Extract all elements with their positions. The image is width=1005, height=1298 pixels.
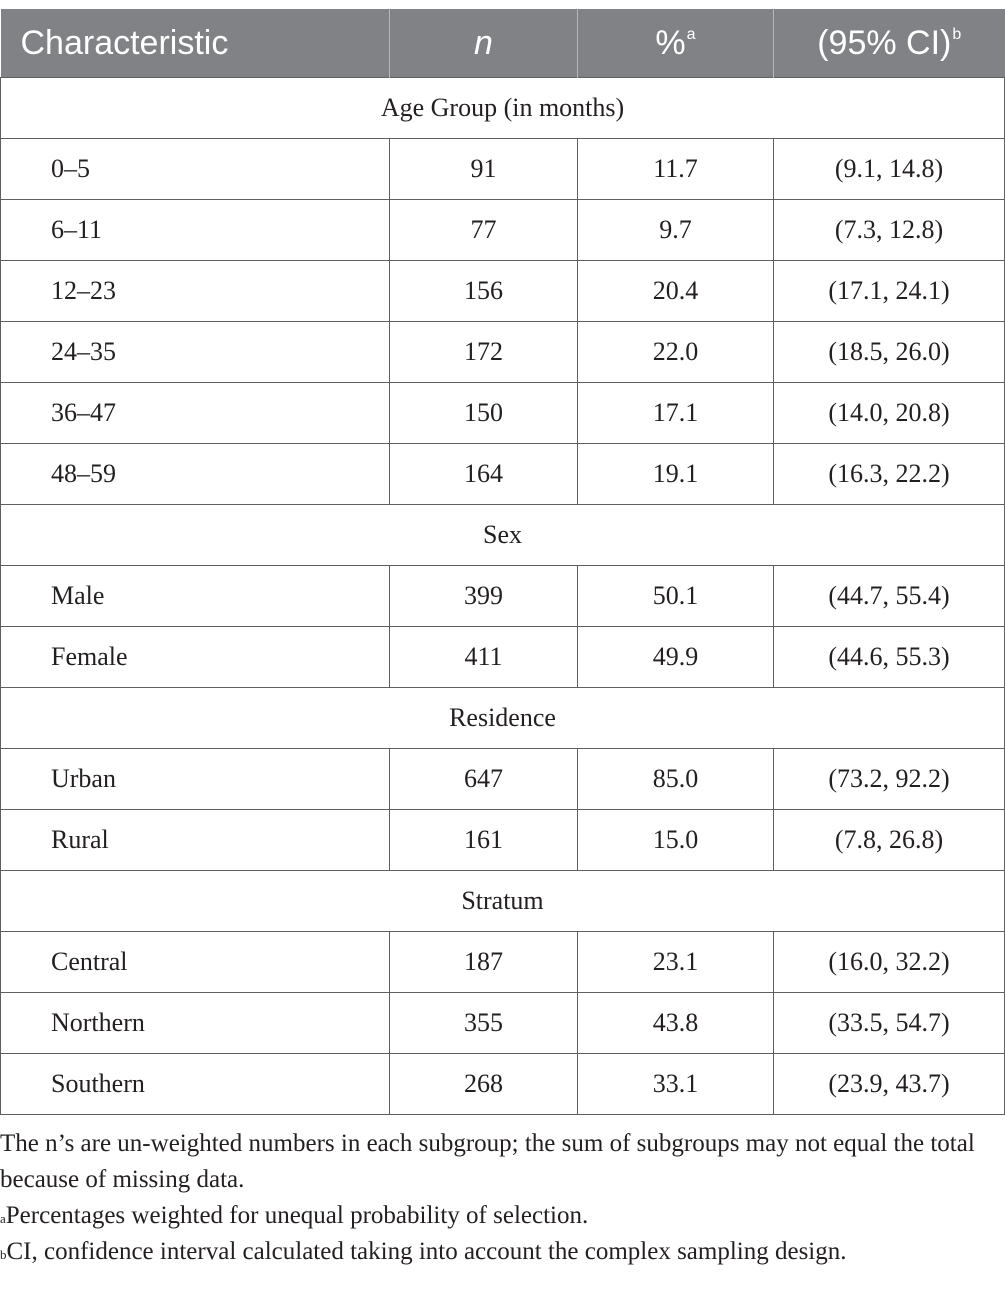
header-characteristic-label: Characteristic xyxy=(20,23,229,62)
header-n xyxy=(390,9,578,78)
table-body xyxy=(1,78,1005,1115)
row-label: Urban xyxy=(1,749,390,810)
table-row xyxy=(1,383,1005,444)
note-a xyxy=(0,1198,1004,1234)
group-title: Sex xyxy=(1,505,1005,566)
row-ci: (14.0, 20.8) xyxy=(774,383,1005,444)
row-label: Central xyxy=(1,932,390,993)
row-percent: 15.0 xyxy=(578,810,774,871)
row-label: Southern xyxy=(1,1054,390,1115)
group-header-row xyxy=(1,871,1005,932)
row-percent: 50.1 xyxy=(578,566,774,627)
row-label: 6–11 xyxy=(1,200,390,261)
table-row xyxy=(1,993,1005,1054)
table-row xyxy=(1,139,1005,200)
row-n: 77 xyxy=(390,200,578,261)
note-b-marker: b xyxy=(0,1247,7,1262)
row-ci: (7.3, 12.8) xyxy=(774,200,1005,261)
row-percent: 33.1 xyxy=(578,1054,774,1115)
row-label: 12–23 xyxy=(1,261,390,322)
table-row xyxy=(1,322,1005,383)
row-ci: (16.3, 22.2) xyxy=(774,444,1005,505)
header-ci-footnote-marker: b xyxy=(952,25,962,43)
row-percent: 43.8 xyxy=(578,993,774,1054)
row-label: Male xyxy=(1,566,390,627)
note-a-text: Percentages weighted for unequal probability of selection. xyxy=(5,1202,589,1229)
row-ci: (16.0, 32.2) xyxy=(774,932,1005,993)
table-row xyxy=(1,200,1005,261)
row-label: 36–47 xyxy=(1,383,390,444)
header-characteristic xyxy=(1,9,390,78)
row-ci: (44.7, 55.4) xyxy=(774,566,1005,627)
row-percent: 19.1 xyxy=(578,444,774,505)
note-main: The n’s are un-weighted numbers in each subgroup; the sum of subgroups may not equal the total because of missing data. xyxy=(0,1130,975,1193)
note-b-text: CI, confidence interval calculated taking into account the complex sampling design. xyxy=(6,1238,847,1265)
row-ci: (33.5, 54.7) xyxy=(774,993,1005,1054)
row-n: 355 xyxy=(390,993,578,1054)
table-row xyxy=(1,932,1005,993)
group-title: Residence xyxy=(1,688,1005,749)
row-percent: 49.9 xyxy=(578,627,774,688)
row-n: 172 xyxy=(390,322,578,383)
row-percent: 20.4 xyxy=(578,261,774,322)
group-title: Stratum xyxy=(1,871,1005,932)
row-n: 268 xyxy=(390,1054,578,1115)
table-row xyxy=(1,749,1005,810)
table-notes xyxy=(0,1126,1004,1270)
row-percent: 23.1 xyxy=(578,932,774,993)
table-row xyxy=(1,1054,1005,1115)
row-percent: 11.7 xyxy=(578,139,774,200)
row-label: Rural xyxy=(1,810,390,871)
row-label: 48–59 xyxy=(1,444,390,505)
row-ci: (18.5, 26.0) xyxy=(774,322,1005,383)
table-row xyxy=(1,566,1005,627)
row-ci: (23.9, 43.7) xyxy=(774,1054,1005,1115)
header-ci xyxy=(774,9,1005,78)
row-percent: 85.0 xyxy=(578,749,774,810)
row-n: 411 xyxy=(390,627,578,688)
row-ci: (7.8, 26.8) xyxy=(774,810,1005,871)
table-row xyxy=(1,261,1005,322)
header-percent-footnote-marker: a xyxy=(686,25,696,43)
row-n: 161 xyxy=(390,810,578,871)
row-percent: 22.0 xyxy=(578,322,774,383)
row-label: 0–5 xyxy=(1,139,390,200)
row-n: 399 xyxy=(390,566,578,627)
row-ci: (9.1, 14.8) xyxy=(774,139,1005,200)
row-n: 150 xyxy=(390,383,578,444)
note-a-marker: a xyxy=(0,1211,6,1226)
table-header xyxy=(1,9,1005,78)
row-label: Female xyxy=(1,627,390,688)
group-title: Age Group (in months) xyxy=(1,78,1005,139)
row-ci: (17.1, 24.1) xyxy=(774,261,1005,322)
row-n: 187 xyxy=(390,932,578,993)
table-row xyxy=(1,444,1005,505)
table-row xyxy=(1,810,1005,871)
header-n-label: n xyxy=(474,23,493,62)
row-ci: (73.2, 92.2) xyxy=(774,749,1005,810)
header-percent-label: % xyxy=(655,23,686,62)
group-header-row xyxy=(1,688,1005,749)
row-percent: 9.7 xyxy=(578,200,774,261)
group-header-row xyxy=(1,78,1005,139)
row-n: 647 xyxy=(390,749,578,810)
note-b xyxy=(0,1234,1004,1270)
group-header-row xyxy=(1,505,1005,566)
row-label: 24–35 xyxy=(1,322,390,383)
header-ci-label: (95% CI) xyxy=(817,23,952,62)
row-percent: 17.1 xyxy=(578,383,774,444)
row-label: Northern xyxy=(1,993,390,1054)
characteristics-table xyxy=(0,9,1005,1115)
table-row xyxy=(1,627,1005,688)
row-n: 164 xyxy=(390,444,578,505)
row-n: 91 xyxy=(390,139,578,200)
row-n: 156 xyxy=(390,261,578,322)
header-percent xyxy=(578,9,774,78)
row-ci: (44.6, 55.3) xyxy=(774,627,1005,688)
